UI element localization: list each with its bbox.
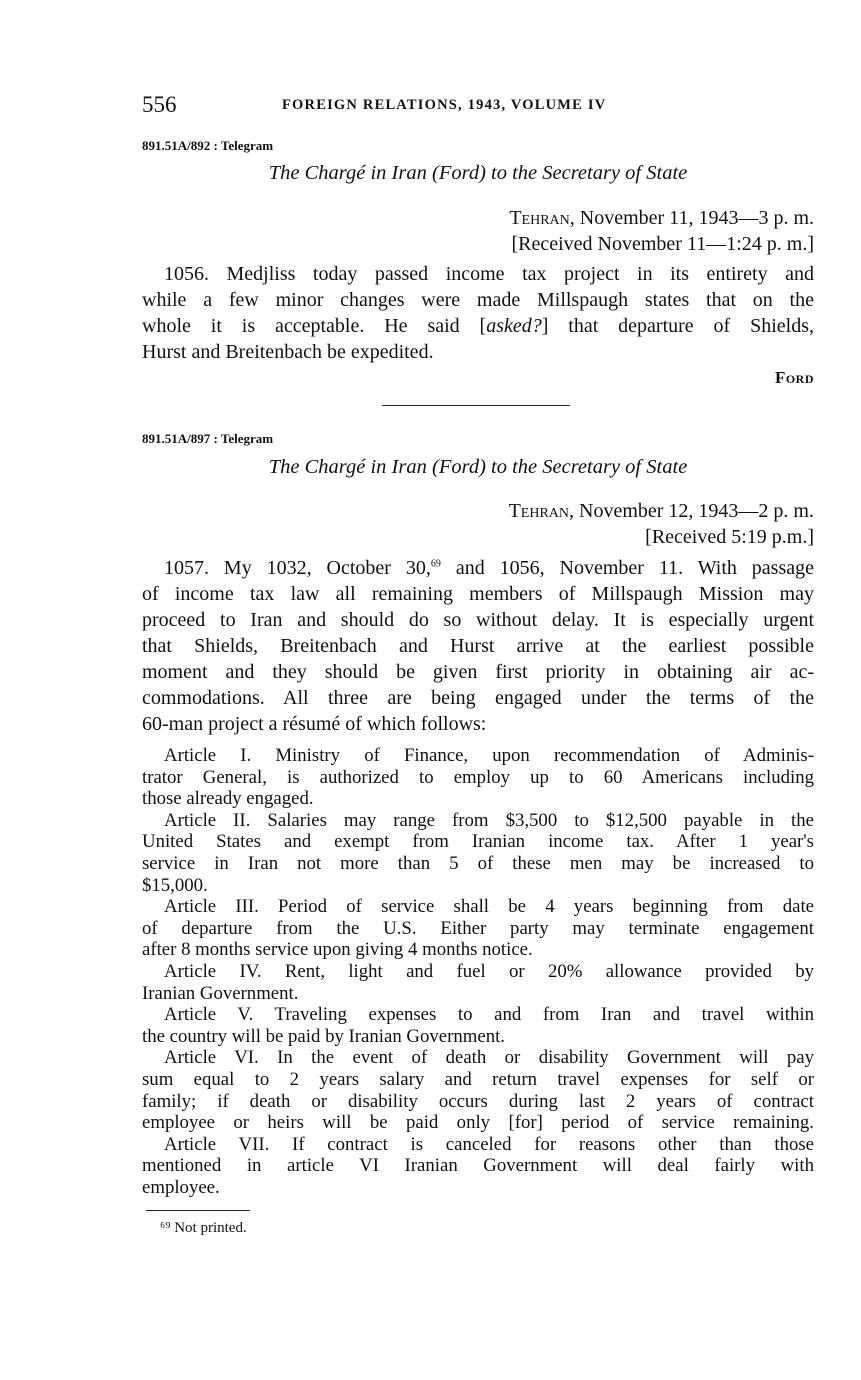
doc2-body (142, 555, 814, 737)
doc1-body (142, 261, 814, 365)
article-line: employee or heirs will be paid only [for] period of service remaining. (142, 1112, 814, 1134)
footnote-ref: 69 (430, 558, 441, 570)
doc1-received: [Received November 11—1:24 p. m.] (511, 233, 814, 255)
article-line: sum equal to 2 years salary and return travel expenses for self or (142, 1068, 814, 1090)
doc1-body-line: 1056. Medjliss today passed income tax project in its entirety and (164, 263, 814, 285)
article-line: family; if death or disability occurs during last 2 years of contract (142, 1090, 814, 1112)
doc2-place-date: Tehran, November 12, 1943—2 p. m. (508, 500, 814, 522)
footnote-marker: ⁶⁹ (160, 1220, 171, 1236)
article-line: Article I. Ministry of Finance, upon recommendation of Adminis- (164, 745, 814, 766)
page-number: 556 (142, 92, 177, 117)
article-line: after 8 months service upon giving 4 months notice. (142, 939, 533, 961)
article-line: mentioned in article VI Iranian Government will deal fairly with (142, 1155, 814, 1177)
doc1-body-line: while a few minor changes were made Millspaugh states that on the (142, 289, 814, 311)
doc1-file-id: 891.51A/892 : Telegram (142, 138, 274, 153)
doc2-body-line: 1057. My 1032, October 30,69 and 1056, November 11. With passage (164, 557, 814, 579)
article-line: Article VI. In the event of death or disability Government will pay (164, 1047, 814, 1069)
articles-list (142, 745, 814, 1198)
doc2-received: [Received 5:19 p.m.] (645, 526, 814, 548)
doc2-body-line: of income tax law all remaining members of Millspaugh Mission may (142, 583, 814, 605)
doc2-body-line: proceed to Iran and should do so without delay. It is especially urgent (142, 609, 814, 631)
article-line: Article II. Salaries may range from $3,500 to $12,500 payable in the (164, 809, 814, 831)
doc1-body-line: Hurst and Breitenbach be expedited. (142, 341, 434, 363)
doc2-body-line: commodations. All three are being engaged under the terms of the (142, 687, 814, 709)
footnote-rule (146, 1210, 250, 1211)
article-line: Iranian Government. (142, 982, 299, 1004)
section-divider (382, 405, 570, 406)
doc2-file-id: 891.51A/897 : Telegram (142, 431, 274, 446)
doc1-body-line: whole it is acceptable. He said [asked?] that departure of Shields, (142, 315, 814, 337)
article-line: trator General, is authorized to employ up to 60 Americans including (142, 766, 814, 788)
article-line: Article V. Traveling expenses to and from Iran and travel within (164, 1004, 814, 1026)
doc2-body-line: moment and they should be given first priority in obtaining air ac- (142, 661, 814, 683)
page-header (142, 92, 814, 122)
doc2-body-line: that Shields, Breitenbach and Hurst arrive at the earliest possible (142, 635, 814, 657)
footnote-text: Not printed. (174, 1220, 247, 1236)
article-line: $15,000. (142, 874, 208, 896)
article-line: Article IV. Rent, light and fuel or 20% allowance provided by (164, 960, 814, 982)
doc1-title: The Chargé in Iran (Ford) to the Secretary of State (268, 162, 688, 184)
article-line: Article VII. If contract is canceled for reasons other than those (164, 1133, 814, 1155)
article-line: the country will be paid by Iranian Government. (142, 1025, 505, 1047)
doc1-place-date: Tehran, November 11, 1943—3 p. m. (509, 207, 814, 229)
doc1-signature: Ford (774, 368, 814, 387)
article-line: Article III. Period of service shall be 4 years beginning from date (164, 896, 814, 918)
article-line: United States and exempt from Iranian income tax. After 1 year's (142, 831, 814, 853)
running-head: FOREIGN RELATIONS, 1943, VOLUME IV (282, 97, 607, 113)
doc2-body-line: 60-man project a résumé of which follows: (142, 713, 487, 735)
doc2-title: The Chargé in Iran (Ford) to the Secretary of State (268, 456, 688, 478)
article-line: employee. (142, 1176, 220, 1198)
article-line: those already engaged. (142, 788, 314, 810)
article-line: service in Iran not more than 5 of these men may be increased to (142, 852, 814, 874)
footnote (160, 1220, 247, 1237)
article-line: of departure from the U.S. Either party may terminate engagement (142, 917, 814, 939)
